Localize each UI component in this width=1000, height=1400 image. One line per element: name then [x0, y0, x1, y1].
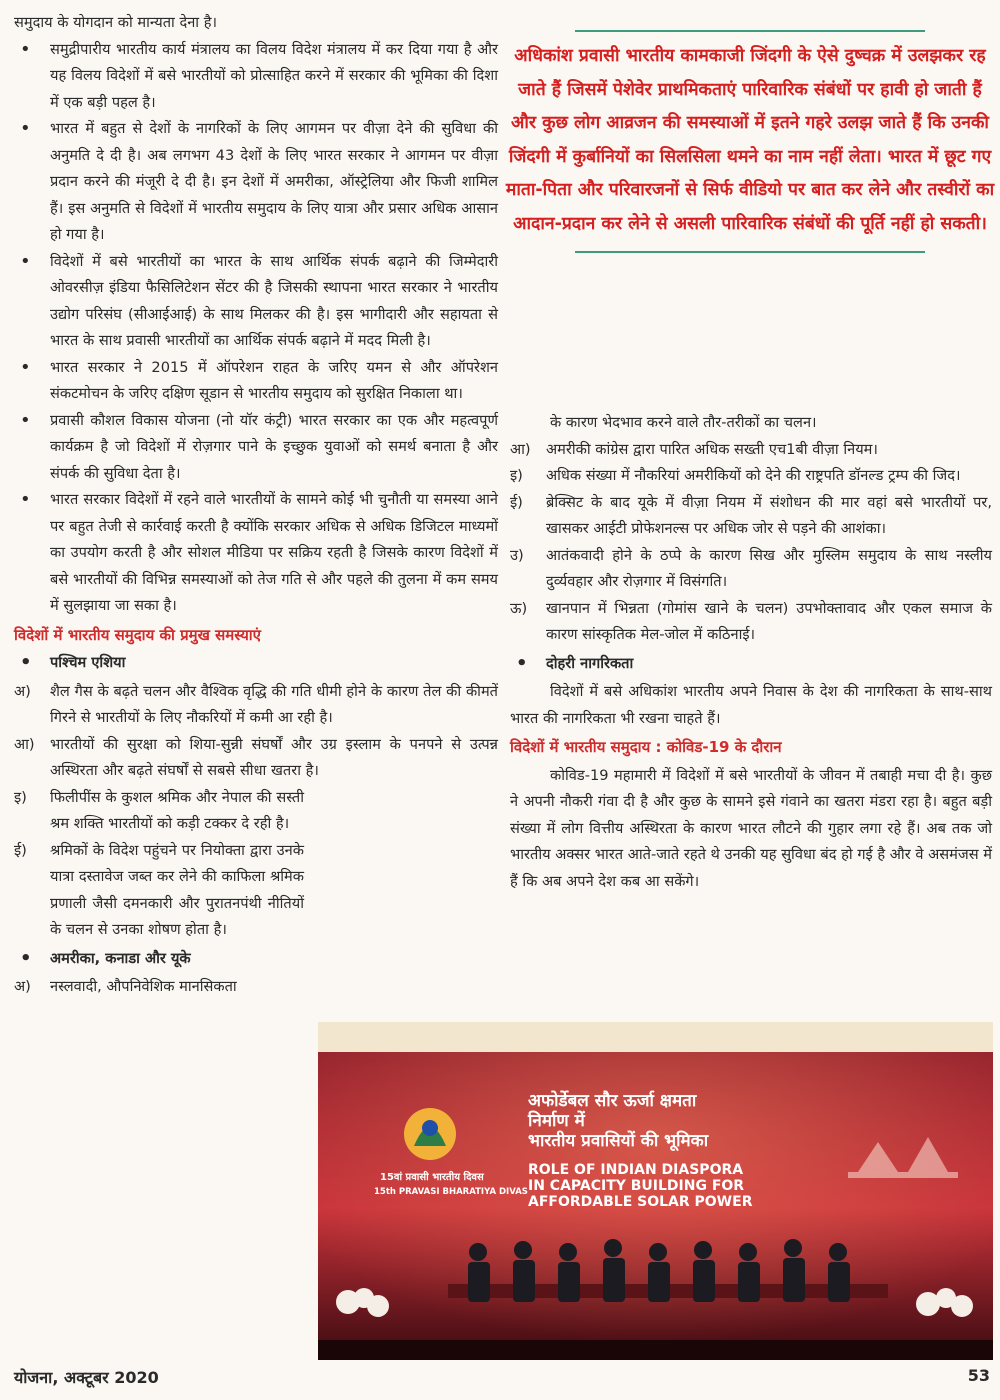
- dual-citizenship-text: विदेशों में बसे अधिकांश भारतीय अपने निवास के देश की नागरिकता के साथ-साथ भारत की नागरिकता भी रखना चाहते हैं।: [510, 683, 992, 727]
- event-name-english: 15th PRAVASI BHARATIYA DIVAS: [374, 1187, 528, 1197]
- left-column: [14, 10, 498, 1001]
- banner-hindi-line-2: निर्माण में: [528, 1111, 585, 1131]
- banner-english-line-1: ROLE OF INDIAN DIASPORA: [528, 1162, 744, 1178]
- page-footer: [14, 1366, 990, 1392]
- page-number: 53: [967, 1366, 990, 1385]
- list-item: [14, 785, 304, 838]
- list-item: [510, 596, 992, 649]
- list-item: [510, 490, 992, 543]
- list-item: [14, 732, 498, 785]
- banner-hindi-line-3: भारतीय प्रवासियों की भूमिका: [528, 1131, 709, 1151]
- item-text: ब्रेक्सिट के बाद यूके में वीज़ा नियम में संशोधन की मार वहां बसे भारतीयों पर, खासकर आईटी प्रोफेशनल्स पर अधिक जोर से पड़ने की आशंका।: [546, 493, 992, 537]
- item-marker: अ): [14, 682, 31, 700]
- event-photo-illustration: [318, 1022, 993, 1360]
- list-item: [510, 437, 992, 464]
- banner-english-line-2: IN CAPACITY BUILDING FOR: [528, 1178, 745, 1194]
- covid-heading: विदेशों में भारतीय समुदाय : कोविड-19 के दौरान: [510, 738, 782, 756]
- item-text: भारतीयों की सुरक्षा को शिया-सुन्नी संघर्षों और उग्र इस्लाम के पनपने से उत्पन्न अस्थिरता और बढ़ते संघर्षों से सबसे सीधा खतरा है।: [50, 735, 498, 779]
- subheading-dual-citizenship: • दोहरी नागरिकता: [510, 651, 992, 678]
- item-marker: उ): [510, 546, 524, 564]
- item-marker: अ): [14, 978, 31, 995]
- divider: [575, 251, 925, 253]
- subheading-west-asia: • पश्चिम एशिया: [14, 650, 498, 677]
- pull-quote: [505, 30, 995, 253]
- continuation-line: के कारण भेदभाव करने वाले तौर-तरीकों का चलन।: [550, 414, 817, 431]
- item-text: अधिक संख्या में नौकरियां अमरीकियों को देने की राष्ट्रपति डॉनल्ड ट्रम्प की जिद।: [546, 467, 961, 484]
- banner-english-line-3: AFFORDABLE SOLAR POWER: [528, 1194, 753, 1210]
- pull-quote-text: अधिकांश प्रवासी भारतीय कामकाजी जिंदगी के ऐसे दुष्चक्र में उलझकर रह जाते हैं जिसमें पेशेवेर प्राथमिकताएं पारिवारिक संबंधों पर हावी हो जाती हैं और कुछ लोग आव्रजन की समस्याओं में इतने गहरे उलझ जाते हैं कि उनकी जिंदगी में कुर्बानियों का सिलसिला थमने का नाम नहीं लेता। भारत में छूट गए माता-पिता और परिवारजनों से सिर्फ वीडियो पर बात कर लेने और तस्वीरों का आदान-प्रदान कर लेने से असली पारिवारिक संबंधों की पूर्ति नहीं हो सकती।: [505, 46, 995, 234]
- list-item: [14, 838, 304, 944]
- right-column: [510, 410, 992, 895]
- item-marker: ई): [14, 841, 27, 859]
- covid-text: कोविड-19 महामारी में विदेशों में बसे भारतीयों के जीवन में तबाही मचा दी है। कुछ ने अपनी नौकरी गंवा दी है और कुछ के सामने इसे गंवाने का खतरा मंडरा रहा है। बहुत बड़ी संख्या में लोग वित्तीय अस्थिरता के कारण भारत लौटने की गुहार लगा रहे हैं। अब तक जो भारतीय अक्सर भारत आते-जाते रहते थे उनकी यह सुविधा बंद हो गई है और वे असमंजस में हैं कि अब अपने देश कब आ सकेंगे।: [510, 766, 992, 890]
- list-item: [510, 543, 992, 596]
- item-marker: आ): [14, 735, 35, 753]
- list-item: [14, 974, 304, 1001]
- item-marker: इ): [510, 467, 523, 484]
- item-text: फिलीपींस के कुशल श्रमिक और नेपाल की सस्ती श्रम शक्ति भारतीयों को कड़ी टक्कर दे रही है।: [50, 788, 304, 832]
- list-item: • भारत सरकार ने 2015 में ऑपरेशन राहत के जरिए यमन से और ऑपरेशन संकटमोचन के जरिए दक्षिण सूडान से भारतीय समुदाय को सुरक्षित निकाला था।: [14, 355, 498, 408]
- item-marker: ई): [510, 493, 523, 511]
- item-marker: इ): [14, 788, 27, 806]
- intro-line: समुदाय के योगदान को मान्यता देना है।: [14, 14, 217, 31]
- item-text: अमरीकी कांग्रेस द्वारा पारित अधिक सख्ती एच1बी वीज़ा नियम।: [546, 440, 878, 458]
- item-text: श्रमिकों के विदेश पहुंचने पर नियोक्ता द्वारा उनके यात्रा दस्तावेज जब्त कर लेने की काफिला श्रमिक प्रणाली जैसी दमनकारी और पुरातनपंथी नीतियों के चलन से उनका शोषण होता है।: [50, 841, 304, 938]
- banner-hindi-line-1: अफोर्डेबल सौर ऊर्जा क्षमता: [528, 1091, 697, 1111]
- list-item: [14, 679, 498, 732]
- list-item: [510, 463, 992, 490]
- item-marker: ऊ): [510, 599, 528, 617]
- item-text: आतंकवादी होने के ठप्पे के कारण सिख और मुस्लिम समुदाय के साथ नस्लीय दुर्व्यवहार और रोज़गार में विसंगति।: [546, 546, 992, 590]
- item-text: नस्लवादी, औपनिवेशिक मानसिकता: [50, 978, 237, 995]
- event-name-hindi: 15वां प्रवासी भारतीय दिवस: [380, 1172, 484, 1183]
- list-item: • भारत में बहुत से देशों के नागरिकों के लिए आगमन पर वीज़ा देने की सुविधा की अनुमति दे दी है। अब लगभग 43 देशों के लिए भारत सरकार ने आगमन पर वीज़ा प्रदान करने की मंजूरी दे दी है। इन देशों में अमरीका, ऑस्ट्रेलिया और फिजी शामिल हैं। इस अनुमति से विदेशों में भारतीय समुदाय के लिए यात्रा और प्रसार अधिक आसान हो गया है।: [14, 116, 498, 249]
- item-text: खानपान में भिन्नता (गोमांस खाने के चलन) उपभोक्तावाद और एकल समाज के कारण सांस्कृतिक मेल-जोल में कठिनाई।: [546, 599, 992, 643]
- list-item: • प्रवासी कौशल विकास योजना (नो यॉर कंट्री) भारत सरकार का एक और महत्वपूर्ण कार्यक्रम है जो विदेशों में रोज़गार पाने के इच्छुक युवाओं को समर्थ बनाता है और संपर्क की सुविधा देता है।: [14, 408, 498, 488]
- magazine-issue: योजना, अक्टूबर 2020: [14, 1368, 159, 1387]
- event-photo: [318, 1022, 993, 1360]
- list-item: • समुद्रीपारीय भारतीय कार्य मंत्रालय का विलय विदेश मंत्रालय में कर दिया गया है और यह विलय विदेशों में बसे भारतीयों को प्रोत्साहित करने में सरकार की भूमिका की दिशा में एक बड़ी पहल है।: [14, 37, 498, 117]
- list-item: • विदेशों में बसे भारतीयों का भारत के साथ आर्थिक संपर्क बढ़ाने की जिम्मेदारी ओवरसीज़ इंडिया फैसिलिटेशन सेंटर की है जिसकी स्थापना भारत सरकार ने भारतीय उद्योग परिसंघ (सीआईआई) के साथ मिलकर की है। इस भागीदारी और सहायता से भारत के साथ प्रवासी भारतीयों का आर्थिक संपर्क बढ़ाने में मदद मिली है।: [14, 249, 498, 355]
- panel-speakers-icon: [468, 1239, 850, 1302]
- subheading-us-canada-uk: • अमरीका, कनाडा और यूके: [14, 946, 304, 973]
- list-item: • भारत सरकार विदेशों में रहने वाले भारतीयों के सामने कोई भी चुनौती या समस्या आने पर बहुत तेजी से कार्रवाई करती है क्योंकि सरकार अधिक से अधिक डिजिटल माध्यमों का उपयोग करती है और सोशल मीडिया पर सक्रिय रहती है जिसके कारण विदेशों में बसे भारतीयों की विभिन्न समस्याओं को तेज गति से और पहले की तुलना में कम समय में सुलझाया जा सका है।: [14, 487, 498, 620]
- item-text: शैल गैस के बढ़ते चलन और वैश्विक वृद्धि की गति धीमी होने के कारण तेल की कीमतें गिरने से भारतीयों के लिए नौकरियों में कमी आ रही है।: [50, 682, 498, 726]
- section-heading: विदेशों में भारतीय समुदाय की प्रमुख समस्याएं: [14, 625, 261, 644]
- item-marker: आ): [510, 440, 531, 458]
- narrow-list: [14, 785, 498, 1001]
